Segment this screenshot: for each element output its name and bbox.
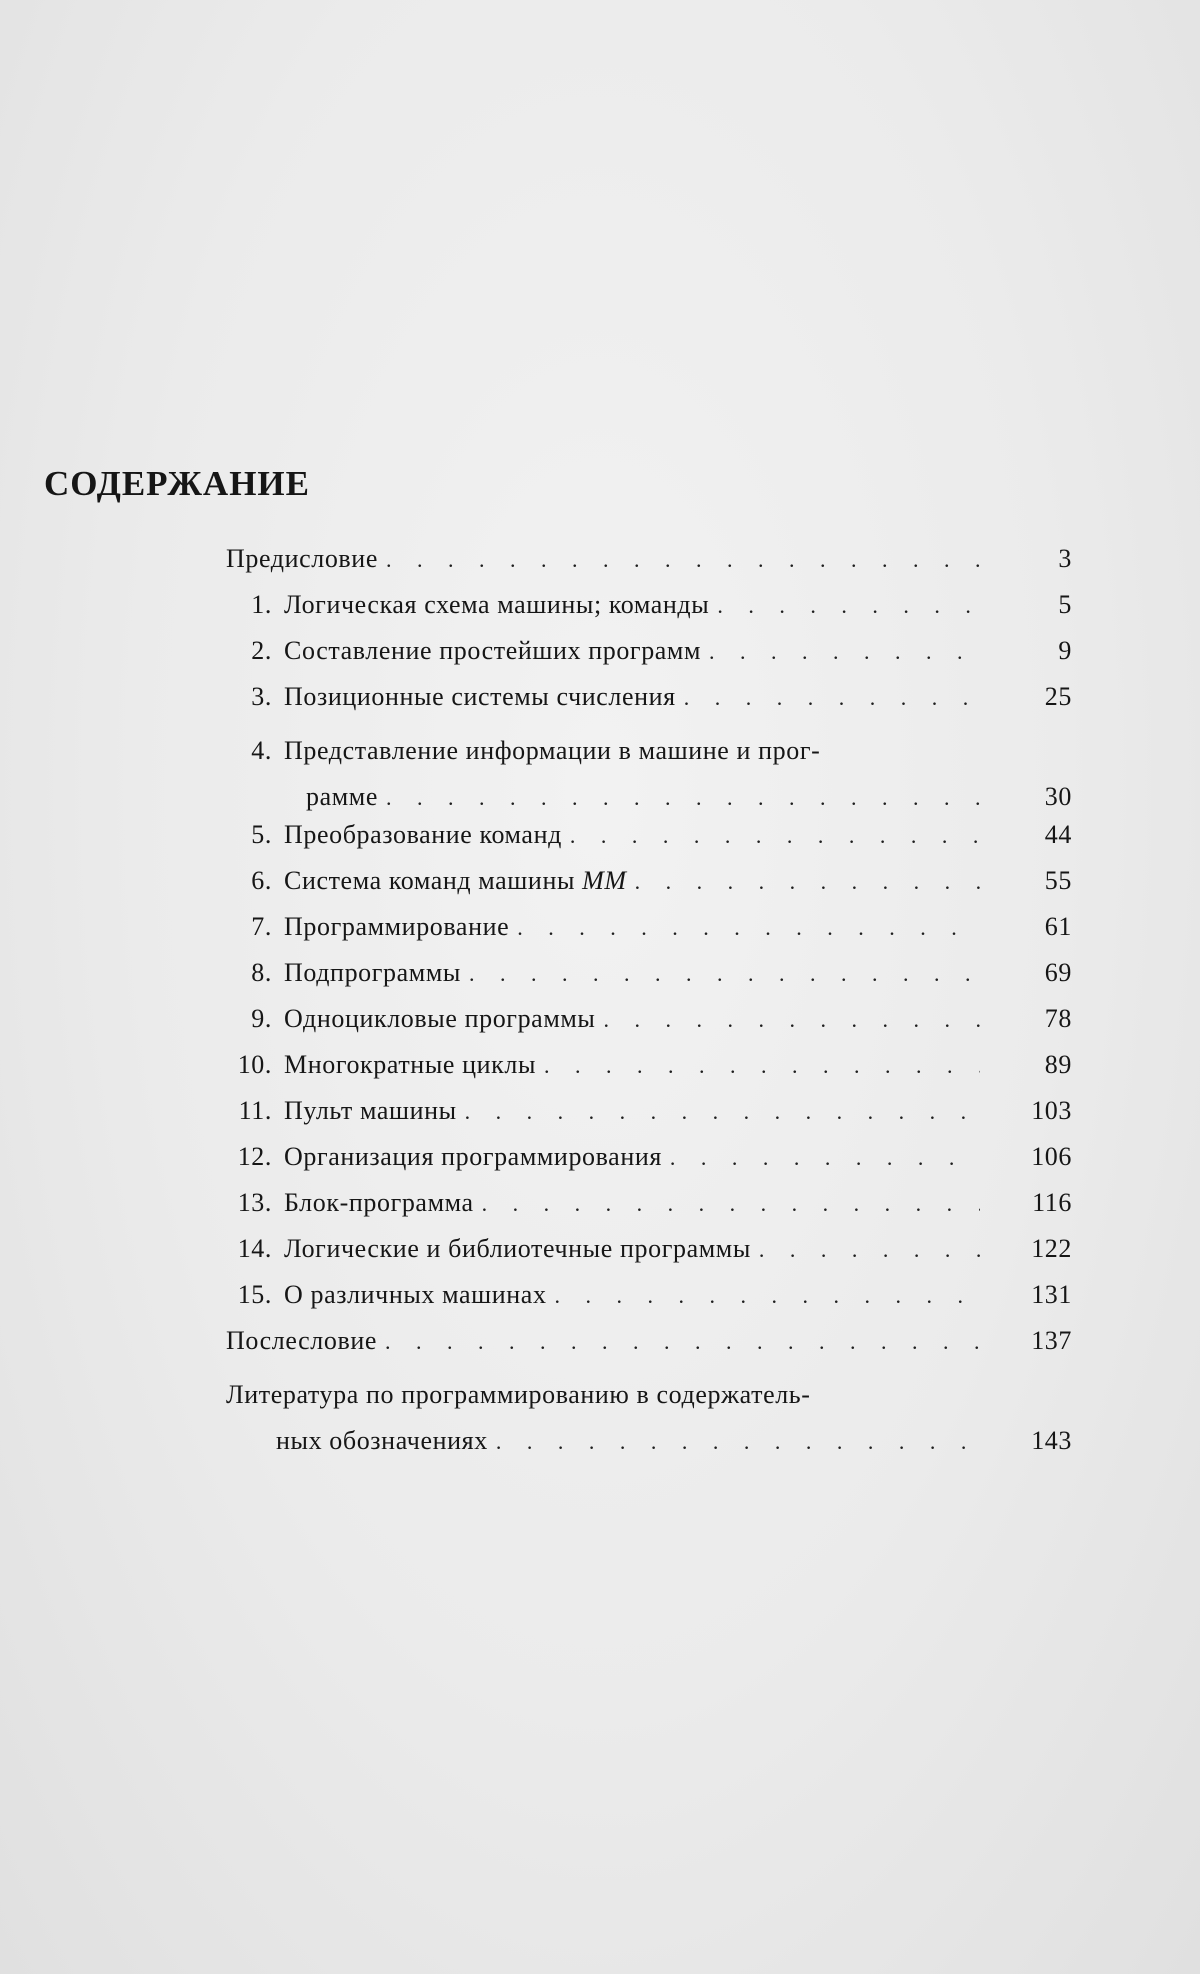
toc-entry-chapter-8 — [226, 958, 1072, 1004]
toc-entry-number: 15. — [237, 1280, 272, 1309]
toc-entry-page: 3 — [1058, 544, 1072, 573]
toc-entry-number: 3. — [251, 682, 272, 711]
toc-entry-title: Составление простейших программ — [284, 636, 702, 665]
toc-entry-title: Программирование — [284, 912, 510, 941]
toc-entry-title: Система команд машины — [284, 866, 576, 895]
toc-entry-title: Послесловие — [226, 1326, 377, 1355]
toc-entry-number: 4. — [251, 736, 272, 765]
toc-entry-afterword — [226, 1326, 1072, 1372]
toc-entry-page: 61 — [1044, 912, 1072, 941]
dot-leader — [751, 1237, 980, 1263]
toc-entry-chapter-6 — [226, 866, 1072, 912]
dot-leader — [662, 1145, 980, 1171]
dot-leader — [457, 1099, 980, 1125]
toc-entry-page: 78 — [1044, 1004, 1072, 1033]
toc-entry-chapter-2 — [226, 636, 1072, 682]
toc-entry-page: 9 — [1058, 636, 1072, 665]
toc-entry-number: 10. — [237, 1050, 272, 1079]
toc-entry-chapter-1 — [226, 590, 1072, 636]
toc-entry-chapter-7 — [226, 912, 1072, 958]
dot-leader — [701, 639, 980, 665]
toc-entry-number: 11. — [238, 1096, 272, 1125]
toc-entry-number: 13. — [237, 1188, 272, 1217]
dot-leader — [596, 1007, 981, 1033]
toc-entry-chapter-14 — [226, 1234, 1072, 1280]
toc-entry-number: 8. — [251, 958, 272, 987]
toc-entry-chapter-4 — [226, 728, 1072, 820]
toc-entry-page: 89 — [1044, 1050, 1072, 1079]
dot-leader — [562, 823, 980, 849]
toc-entry-preface — [226, 544, 1072, 590]
table-of-contents — [226, 544, 1072, 1464]
toc-entry-title: Блок-программа — [284, 1188, 474, 1217]
dot-leader — [474, 1191, 980, 1217]
toc-entry-number: 7. — [251, 912, 272, 941]
toc-entry-page: 122 — [1031, 1234, 1072, 1263]
toc-entry-chapter-15 — [226, 1280, 1072, 1326]
toc-entry-number: 14. — [237, 1234, 272, 1263]
toc-entry-page: 137 — [1031, 1326, 1072, 1355]
toc-entry-chapter-12 — [226, 1142, 1072, 1188]
toc-entry-page: 69 — [1044, 958, 1072, 987]
toc-entry-title: Одноцикловые программы — [284, 1004, 596, 1033]
toc-entry-title-line-1: Представление информации в машине и прог- — [284, 736, 821, 765]
toc-entry-title: Преобразование команд — [284, 820, 562, 849]
toc-entry-chapter-5 — [226, 820, 1072, 866]
toc-entry-title: Организация программирования — [284, 1142, 662, 1171]
dot-leader — [509, 915, 980, 941]
toc-entry-chapter-10 — [226, 1050, 1072, 1096]
toc-entry-title: Многократные циклы — [284, 1050, 537, 1079]
toc-entry-chapter-11 — [226, 1096, 1072, 1142]
toc-entry-title: Подпрограммы — [284, 958, 461, 987]
toc-entry-title: Логическая схема машины; команды — [284, 590, 710, 619]
dot-leader — [488, 1419, 980, 1464]
dot-leader — [536, 1053, 980, 1079]
toc-entry-page: 116 — [1032, 1188, 1072, 1217]
toc-entry-page: 30 — [1044, 782, 1072, 811]
dot-leader — [547, 1283, 980, 1309]
toc-entry-page: 55 — [1044, 866, 1072, 895]
toc-entry-title: Предисловие — [226, 544, 378, 573]
toc-entry-title: Логические и библиотечные программы — [284, 1234, 751, 1263]
toc-entry-page: 25 — [1044, 682, 1072, 711]
toc-entry-chapter-13 — [226, 1188, 1072, 1234]
dot-leader — [627, 869, 980, 895]
toc-entry-title-italic: ММ — [582, 866, 627, 895]
toc-entry-title-line-1: Литература по программированию в содержатель- — [226, 1380, 811, 1409]
toc-entry-title-line-2: рамме — [306, 782, 378, 811]
dot-leader — [461, 961, 980, 987]
toc-entry-title: О различных машинах — [284, 1280, 547, 1309]
toc-entry-number: 1. — [251, 590, 272, 619]
toc-entry-page: 103 — [1031, 1096, 1072, 1125]
toc-entry-title: Позиционные системы счисления — [284, 682, 676, 711]
toc-entry-number: 5. — [251, 820, 272, 849]
toc-entry-title: Пульт машины — [284, 1096, 457, 1125]
dot-leader — [377, 1329, 980, 1355]
toc-entry-page: 44 — [1044, 820, 1072, 849]
toc-entry-page: 5 — [1058, 590, 1072, 619]
page-heading: СОДЕРЖАНИЕ — [44, 464, 311, 503]
toc-entry-page: 143 — [1031, 1426, 1072, 1455]
dot-leader — [709, 593, 980, 619]
toc-entry-page: 106 — [1031, 1142, 1072, 1171]
toc-entry-number: 2. — [251, 636, 272, 665]
toc-entry-chapter-9 — [226, 1004, 1072, 1050]
toc-entry-number: 9. — [251, 1004, 272, 1033]
toc-entry-literature — [226, 1372, 1072, 1464]
toc-entry-title-line-2: ных обозначениях — [276, 1426, 488, 1455]
toc-entry-number: 12. — [237, 1142, 272, 1171]
dot-leader — [378, 547, 980, 573]
toc-entry-number: 6. — [251, 866, 272, 895]
toc-entry-page: 131 — [1031, 1280, 1072, 1309]
toc-entry-chapter-3 — [226, 682, 1072, 728]
dot-leader — [378, 775, 980, 820]
dot-leader — [676, 685, 980, 711]
